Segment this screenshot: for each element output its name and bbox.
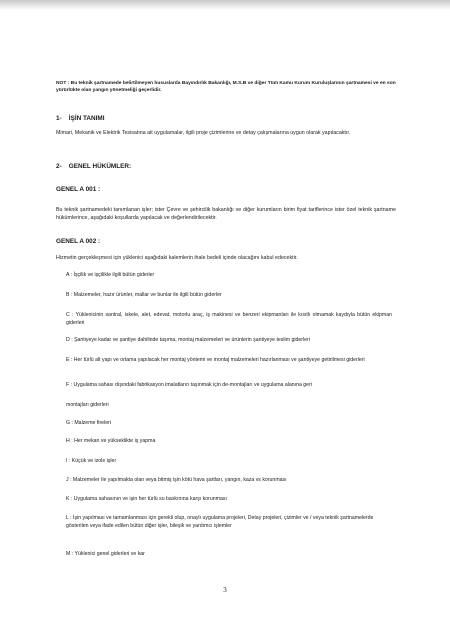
genel001-text: Bu teknik şartnamedeki tanımlanan işler; ister Çevre ve şehircilik bakanlığı ve diğer kurumların birim fiyat tariflerince ister özel teknik şartname hükümlerince, aşağıdaki koşullarda yapılacak ve değerlendirilecektir. xyxy=(56,207,396,221)
list-item-d: D : Şantiyeye kadar ve şantiye dahilinde taşıma, montaj malzemeleri ve ürünlerin şantiyeye teslim giderleri xyxy=(66,337,310,343)
section1-number: 1- xyxy=(56,115,62,122)
list-item-m: M : Yüklenici genel giderleri ve kar xyxy=(66,551,145,557)
list-item-j: J : Malzemeler ile yapılmakta olan veya bitmiş işin kötü hava şartları, yangın, kaza vs korunması xyxy=(66,477,287,483)
genel002-text: Hizmetin gerçekleşmesi için yüklenici aşağıdaki kalemlerin ihale bedeli içinde olacağını kabul edecektir. xyxy=(56,255,298,261)
list-item-l: L : İşin yapılması ve tamamlanması için gerekli olup, onaylı uygulama projeleri, Detay projeleri, çizimler ve / veya teknik şartnamelerde gösterilen veya ifade edilen bütün diğer işler, bileşik ve yardımcı işlemler xyxy=(66,515,374,529)
list-item-b: B : Malzemeler, hazır ürünler, mallar ve bunlar ile ilgili bütün giderler xyxy=(66,292,222,298)
section1-text: Mimari, Mekanik ve Elektrik Tesisatına ait uygulamalar, ilgili proje çizimlerine ve detay çalışmalarına uygun olarak yapılacaktır. xyxy=(56,130,351,136)
list-item-c: C : Yüklenicinin santral, iskele, alet, edevat, motorlu araç, iş makinesi ve benzeri ekipmanları ile kısıtlı olmamak kaydıyla bütün ekipman giderleri xyxy=(66,312,392,326)
list-item-a: A : İşçilik ve işçilikle ilgili bütün giderler xyxy=(66,272,155,278)
list-item-g: G : Malzeme fireleri xyxy=(66,420,111,426)
list-item-i: I : Küçük ve izole işler xyxy=(66,458,117,464)
section2-title: GENEL HÜKÜMLER: xyxy=(68,163,132,170)
section1-heading xyxy=(56,115,396,123)
section1-title: İŞİN TANIMI xyxy=(68,115,105,122)
page-number: 3 xyxy=(223,586,227,594)
list-item-h: H : Her mekan ve yükseklikte iş yapma xyxy=(66,438,156,444)
genel001-title: GENEL A 001 : xyxy=(56,186,101,193)
section2-number: 2- xyxy=(56,163,62,170)
genel002-title: GENEL A 002 : xyxy=(56,238,101,245)
list-item-e: E : Her türlü alt yapı ve ortama yapılacak her montaj yöntemi ve montaj malzemeleri hazırlanması ve şantiyeye getirilmesi giderleri xyxy=(66,357,365,363)
list-item-f-continued: montajları giderleri xyxy=(66,402,109,408)
list-item-f: F : Uygulama sahası dışındaki fabrikasyon imalatların taşınmak için de-montajları ve uygulama alanına geri xyxy=(66,382,312,388)
list-item-k: K : Uygulama sahasının ve işin her türlü su baskınına karşı korunması xyxy=(66,496,227,502)
section2-heading xyxy=(56,163,396,171)
note-paragraph: NOT : Bu teknik şartnamede belirtilmeyen hususlarda Bayındırlık Bakanlığı, M.S.B ve diğer Tüm Kamu Kurum Kuruluşlarının şartnamesi ve en son yürürlükte olan yangın yönetmeliği geçerlidir. xyxy=(56,81,396,93)
